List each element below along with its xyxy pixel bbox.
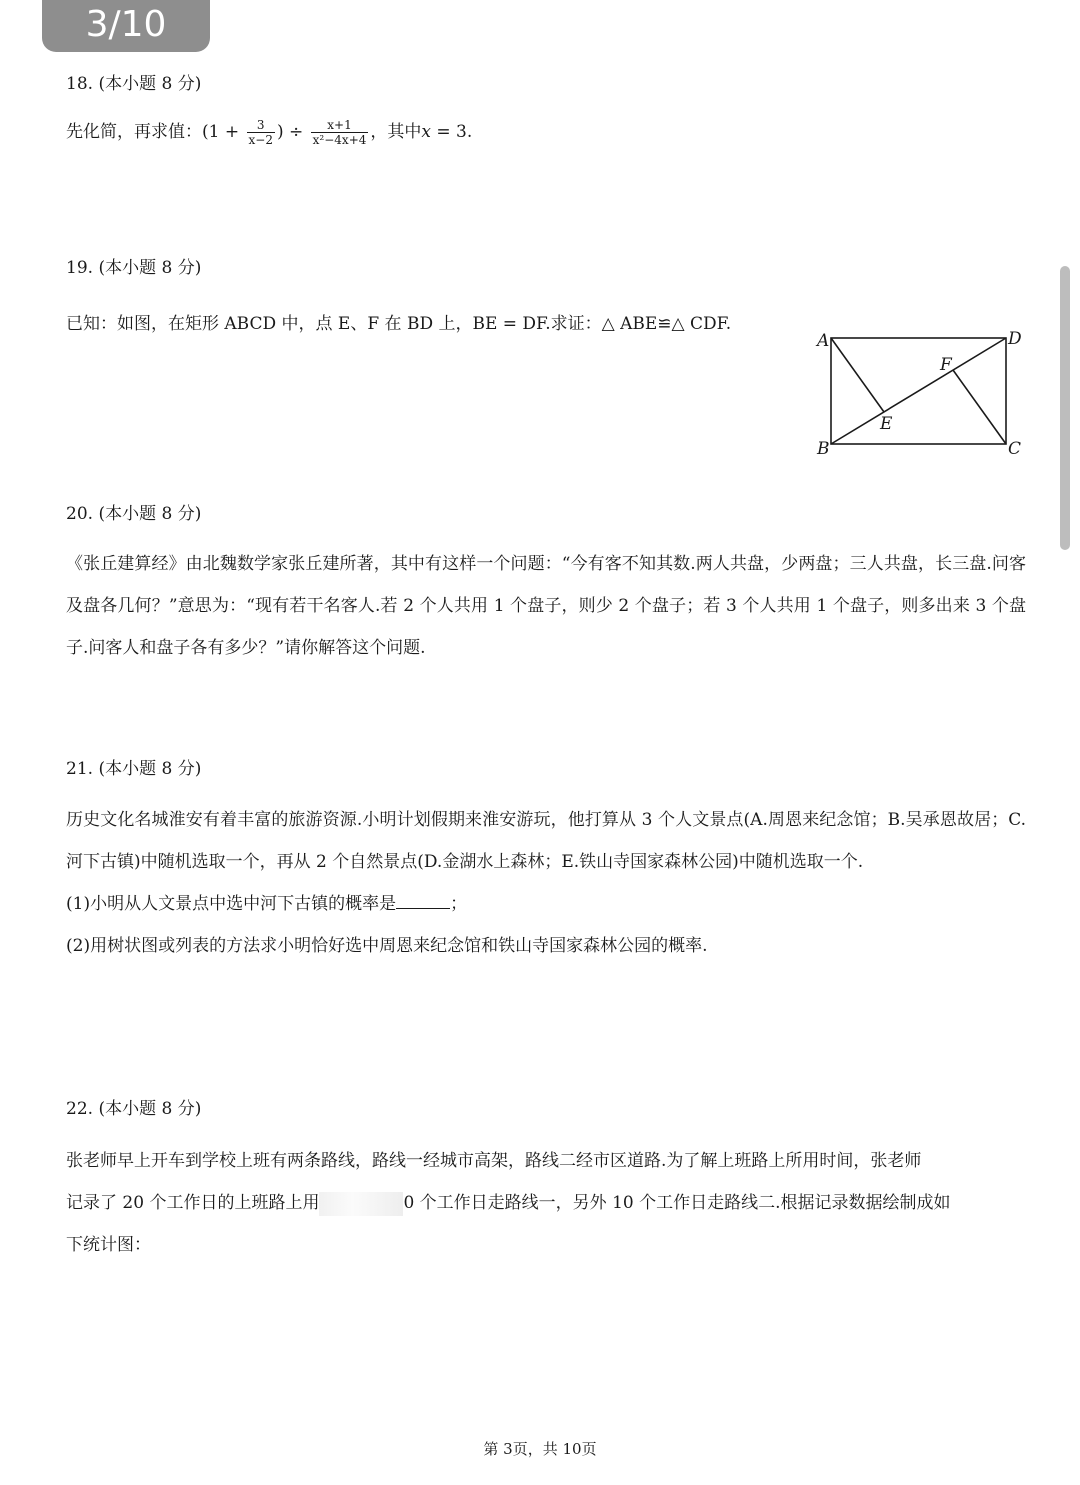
question-21-body: 历史文化名城淮安有着丰富的旅游资源.小明计划假期来淮安游玩，他打算从 3 个人文景点(A.周恩来纪念馆；B.吴承恩故居；C.河下古镇)中随机选取一个，再从 2 个自然景点(D.金湖水上森林；E.铁山寺国家森林公园)中随机选取一个. (66, 810, 1026, 872)
segment-cf (953, 370, 1006, 444)
question-20 (66, 501, 1026, 669)
question-21-header: 21. (本小题 8 分) (66, 759, 202, 779)
label-f: F (940, 355, 952, 375)
question-22-line-1: 张老师早上开车到学校上班有两条路线，路线一经城市高架，路线二经市区道路.为了解上班路上所用时间，张老师 (66, 1151, 922, 1171)
redacted-region (319, 1192, 403, 1216)
question-22-line-2: 记录了 20 个工作日的上班路上用 0 个工作日走路线一，另外 10 个工作日走路线二.根据记录数据绘制成如 (66, 1182, 1026, 1224)
scrollbar[interactable] (1060, 266, 1070, 550)
fraction-x-plus-1-over-quadratic: $\frac{x+1}{\text{x²−4x+4}}$ (312, 118, 367, 147)
question-19-header: 19. (本小题 8 分) (66, 258, 202, 278)
answer-blank[interactable] (396, 894, 450, 909)
question-21-part-2: (2)用树状图或列表的方法求小明恰好选中周恩来纪念馆和铁山寺国家森林公园的概率. (66, 936, 708, 956)
label-e: E (880, 414, 893, 434)
question-18 (66, 71, 1026, 153)
question-22-line-3: 下统计图： (66, 1235, 151, 1255)
fraction-3-over-x-minus-2: $\frac{3}{x-2}$ (248, 118, 273, 147)
question-18-header: 18. (本小题 8 分) (66, 74, 202, 94)
question-22-header: 22. (本小题 8 分) (66, 1099, 202, 1119)
question-21 (66, 756, 1026, 967)
diagonal-bd (831, 338, 1006, 444)
page-footer: 第 3页，共 10页 (483, 1440, 597, 1458)
segment-ae (831, 338, 884, 412)
page-indicator: 3/10 (42, 0, 210, 52)
question-19-text: 已知：如图，在矩形 ABCD 中，点 E、F 在 BD 上，BE = DF.求证：△ ABE≌△ CDF. (66, 314, 732, 334)
label-a: A (817, 331, 830, 351)
label-b: B (817, 439, 830, 459)
question-22 (66, 1096, 1026, 1266)
question-21-part-1: (1)小明从人文景点中选中河下古镇的概率是 ； (66, 894, 468, 914)
question-18-text: 先化简，再求值：(1 + $\frac{3}{x-2}$ ) ÷ $\frac{x+1}{\text{x²−4x+4}}$ ，其中x = 3. (66, 118, 473, 147)
question-20-body: 《张丘建算经》由北魏数学家张丘建所著，其中有这样一个问题：“今有客不知其数.两人共盘，少两盘；三人共盘，长三盘.问客及盘各几何？”意思为：“现有若干名客人.若 2 个人共用 1 个盘子，则少 2 个盘子；若 3 个人共用 1 个盘子，则多出来 3 个盘子.问客人和盘子各有多少？”请你解答这个问题. (66, 554, 1026, 658)
question-20-header: 20. (本小题 8 分) (66, 504, 202, 524)
rectangle-abcd-figure (808, 326, 1038, 462)
label-c: C (1008, 439, 1022, 459)
label-d: D (1008, 329, 1022, 349)
